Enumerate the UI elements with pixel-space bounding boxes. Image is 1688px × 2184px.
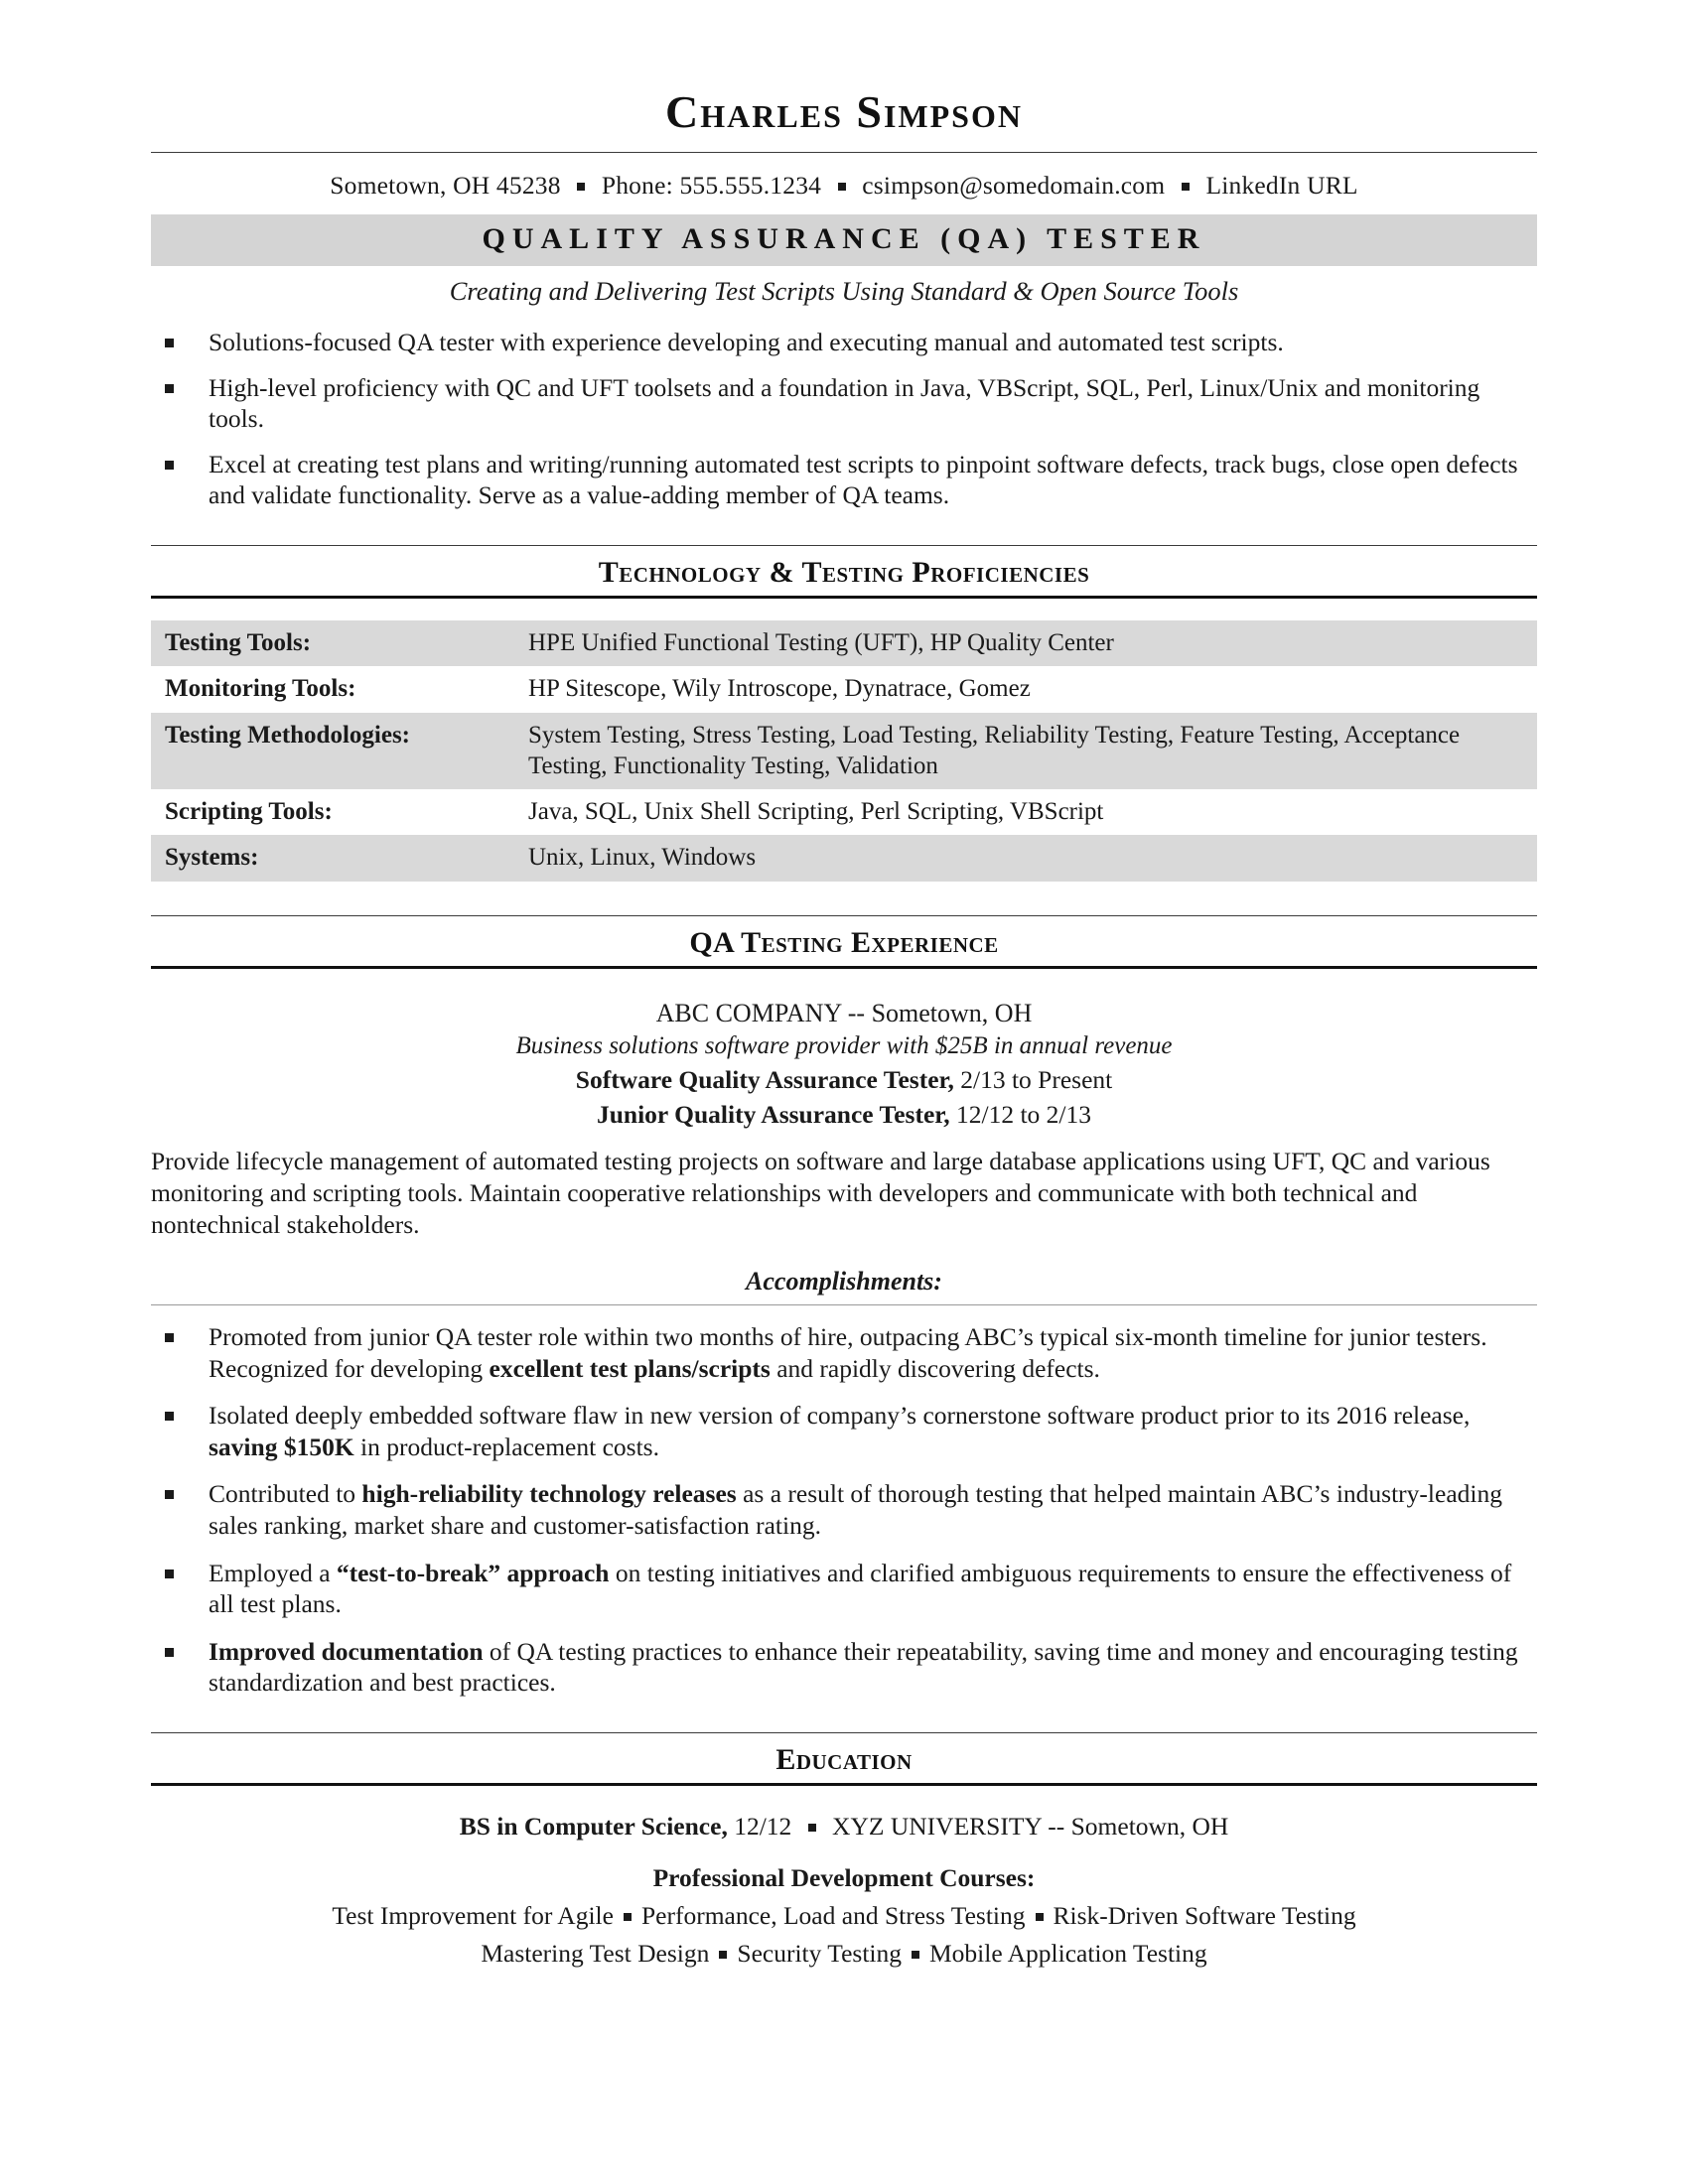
- course-item: Mobile Application Testing: [929, 1939, 1207, 1969]
- bullet-square-icon: [838, 183, 846, 191]
- skill-value: HPE Unified Functional Testing (UFT), HP Quality Center: [514, 620, 1537, 666]
- list-item: Excel at creating test plans and writing/running automated test scripts to pinpoint software defects, track bugs, close open defects and validate functionality. Serve as a value-adding member of QA teams.: [151, 449, 1537, 511]
- bullet-square-icon: [577, 183, 585, 191]
- job-description: Provide lifecycle management of automated testing projects on software and large database applications using UFT, QC and various monitoring and scripting tools. Maintain cooperative relationships with developers and communicate with both technical and nontechnical stakeholders.: [151, 1146, 1490, 1239]
- section-proficiencies: [151, 545, 1537, 882]
- list-item: High-level proficiency with QC and UFT toolsets and a foundation in Java, VBScript, SQL, Perl, Linux/Unix and monitoring tools.: [151, 372, 1537, 435]
- professional-development-line-1: [151, 1901, 1537, 1931]
- course-item: Test Improvement for Agile: [332, 1901, 614, 1931]
- job-title: Software Quality Assurance Tester,: [575, 1064, 954, 1094]
- job-entry-1: [151, 1065, 1537, 1095]
- skill-value: System Testing, Stress Testing, Load Testing, Reliability Testing, Feature Testing, Acceptance Testing, Functionality Testing, Validation: [514, 713, 1537, 790]
- section-heading: QA Testing Experience: [151, 915, 1537, 969]
- school-name: XYZ UNIVERSITY -- Sometown, OH: [825, 1812, 1229, 1842]
- table-row: [151, 789, 1537, 835]
- course-item: Mastering Test Design: [481, 1939, 710, 1969]
- bullet-square-icon: [1182, 183, 1190, 191]
- list-item: Isolated deeply embedded software flaw in new version of company’s cornerstone software product prior to its 2016 release, saving $150K in product-replacement costs.: [151, 1400, 1537, 1462]
- job-title-band: QUALITY ASSURANCE (QA) TESTER: [151, 214, 1537, 266]
- skill-value: Java, SQL, Unix Shell Scripting, Perl Scripting, VBScript: [528, 798, 1104, 826]
- bullet-square-icon: [719, 1951, 727, 1959]
- contact-phone: Phone: 555.555.1234: [601, 171, 822, 200]
- job-dates: 2/13 to Present: [953, 1064, 1113, 1094]
- table-row: [151, 620, 1537, 666]
- skills-table: [151, 620, 1537, 882]
- section-heading: Technology & Testing Proficiencies: [151, 545, 1537, 599]
- course-item: Performance, Load and Stress Testing: [640, 1901, 1026, 1931]
- degree-date: 12/12: [727, 1812, 798, 1842]
- summary-list: [151, 327, 1537, 511]
- skill-label: Systems:: [151, 835, 514, 881]
- job-title: Junior Quality Assurance Tester,: [596, 1099, 950, 1129]
- list-item: Improved documentation of QA testing practices to enhance their repeatability, saving time and money and encouraging testing standardization and best practices.: [151, 1636, 1537, 1699]
- table-row: [151, 835, 1537, 881]
- skill-label: Monitoring Tools:: [165, 675, 356, 703]
- section-experience: [151, 915, 1537, 1699]
- table-row: [151, 666, 1537, 712]
- contact-email[interactable]: csimpson@somedomain.com: [862, 171, 1166, 200]
- list-item: Contributed to high-reliability technology releases as a result of thorough testing that helped maintain ABC’s industry-leading sales ranking, market share and customer-satisfaction rating.: [151, 1478, 1537, 1541]
- skill-label: Testing Methodologies:: [151, 713, 514, 790]
- section-education: [151, 1732, 1537, 1969]
- contact-linkedin[interactable]: LinkedIn URL: [1205, 171, 1358, 200]
- page-title: Charles Simpson: [665, 86, 1023, 137]
- job-subtitle: Creating and Delivering Test Scripts Using Standard & Open Source Tools: [449, 276, 1239, 306]
- bullet-square-icon: [808, 1824, 816, 1832]
- company-name: ABC COMPANY -- Sometown, OH: [655, 998, 1033, 1027]
- degree-name: BS in Computer Science,: [459, 1812, 728, 1842]
- education-entry: [151, 1812, 1537, 1842]
- contact-line: [151, 153, 1537, 214]
- professional-development-heading: Professional Development Courses:: [652, 1863, 1036, 1893]
- skill-label: Testing Tools:: [151, 620, 514, 666]
- skill-value: HP Sitescope, Wily Introscope, Dynatrace, Gomez: [528, 675, 1031, 703]
- list-item: Employed a “test-to-break” approach on testing initiatives and clarified ambiguous requirements to ensure the effectiveness of all test plans.: [151, 1558, 1537, 1620]
- job-entry-2: [151, 1100, 1537, 1130]
- company-description: Business solutions software provider with $25B in annual revenue: [515, 1031, 1173, 1059]
- bullet-square-icon: [1036, 1913, 1044, 1921]
- list-item: Promoted from junior QA tester role within two months of hire, outpacing ABC’s typical six-month timeline for junior testers. Recognized for developing excellent test plans/scripts and rapidly discovering defects.: [151, 1321, 1537, 1384]
- accomplishments-list: [151, 1321, 1537, 1699]
- accomplishments-heading: Accomplishments:: [151, 1267, 1537, 1305]
- skill-value: Unix, Linux, Windows: [514, 835, 1537, 881]
- bullet-square-icon: [912, 1951, 919, 1959]
- bullet-square-icon: [624, 1913, 632, 1921]
- course-item: Risk-Driven Software Testing: [1053, 1901, 1356, 1931]
- list-item: Solutions-focused QA tester with experience developing and executing manual and automated test scripts.: [151, 327, 1537, 358]
- job-dates: 12/12 to 2/13: [949, 1099, 1092, 1129]
- course-item: Security Testing: [737, 1939, 902, 1969]
- table-row: [151, 713, 1537, 790]
- professional-development-line-2: [151, 1939, 1537, 1969]
- skill-label: Scripting Tools:: [165, 798, 333, 826]
- contact-location: Sometown, OH 45238: [330, 171, 561, 200]
- section-heading: Education: [151, 1732, 1537, 1786]
